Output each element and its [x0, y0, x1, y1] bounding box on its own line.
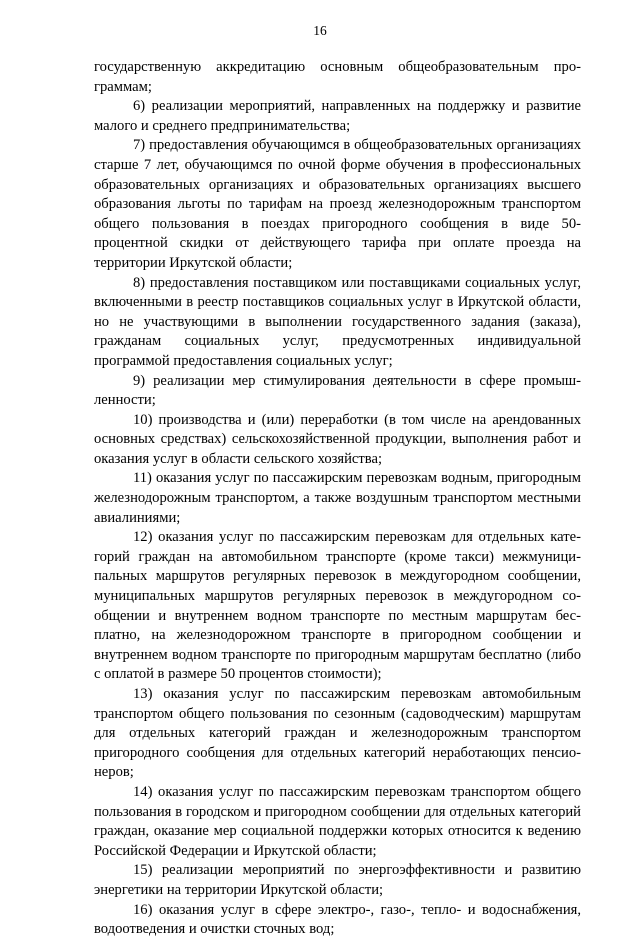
- paragraph-item-10: 10) производства и (или) переработки (в том числе на арендованных основных средствах) сельскохозяйственной продукции, выполнения работ и оказания услуг в области сельского хозяйства;: [94, 411, 581, 467]
- paragraph-item-8: 8) предоставления поставщиком или поставщиками социальных услуг, включенными в реестр поставщиков социальных услуг в Иркутской области, но не участвующими в выполнении государственного задания (заказа), гражданам социальных услуг, предусмотренных индивидуальной программой предоставления социальных услуг;: [94, 274, 581, 369]
- page-number: 16: [313, 23, 327, 38]
- paragraph-item-11: 11) оказания услуг по пассажирским перевозкам водным, пригородным железнодорожным транспортом, а также воздушным транспортом местными авиалиниями;: [94, 470, 581, 526]
- paragraph-item-16: 16) оказания услуг в сфере электро-, газо-, тепло- и водоснабжения, водоотведения и очистки сточных вод;: [94, 901, 581, 938]
- paragraph-item-6: 6) реализации мероприятий, направленных на поддержку и развитие малого и среднего предпринимательства;: [94, 98, 581, 134]
- paragraph-item-12: 12) оказания услуг по пассажирским перевозкам для отдельных категорий граждан на автомобильном транспорте (кроме такси) межмуниципальных маршрутов регулярных перевозок в междугородном сообщении, муниципальных маршрутов регулярных перевозок в междугородном сообщении и внутреннем водном транспорте по местным маршрутам бесплатно, на железнодорожном транспорте в пригородном сообщении и внутреннем водном транспорте по пригородным маршрутам бесплатно (либо с оплатой в размере 50 процентов стоимости);: [94, 529, 581, 683]
- paragraph-item-9: 9) реализации мер стимулирования деятельности в сфере промышленности;: [94, 372, 581, 409]
- paragraph-item-13: 13) оказания услуг по пассажирским перевозкам автомобильным транспортом общего пользования по сезонным (садоводческим) маршрутам для отдельных категорий граждан и железнодорожным транспортом пригородного сообщения для отдельных категорий неработающих пенсионеров;: [94, 686, 581, 781]
- paragraph-item-7: 7) предоставления обучающимся в общеобразовательных организациях старше 7 лет, обучающимся по очной форме обучения в профессиональных образовательных организациях и образовательных организациях высшего образования льготы по тарифам на проезд железнодорожным транспортом общего пользования в поездах пригородного сообщения в виде 50-процентной скидки от действующего тарифа при оплате проезда на территории Иркутской области;: [94, 137, 581, 271]
- paragraph-item-14: 14) оказания услуг по пассажирским перевозкам транспортом общего пользования в городском и пригородном сообщении для отдельных категорий граждан, оказание мер социальной поддержки которых относится к ведению Российской Федерации и Иркутской области;: [94, 783, 581, 859]
- paragraph-item-15: 15) реализации мероприятий по энергоэффективности и развитию энергетики на территории Иркутской области;: [94, 862, 581, 898]
- paragraph-continuation: государственную аккредитацию основным общеобразовательным программам;: [94, 59, 581, 95]
- document-body: [94, 58, 581, 940]
